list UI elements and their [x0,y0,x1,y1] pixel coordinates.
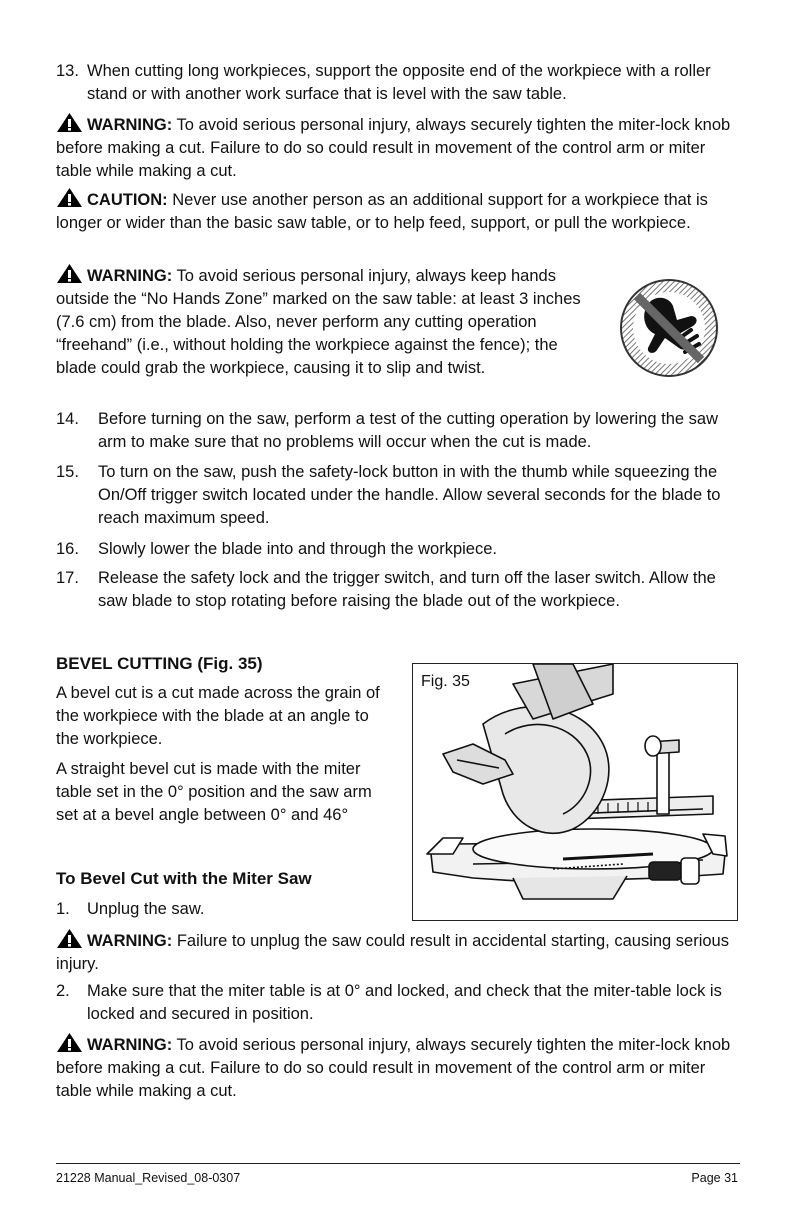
warning-label: WARNING: [87,116,173,134]
warning-text: To avoid serious personal injury, always keep hands outside the “No Hands Zone” marked on the saw table: at least 3 inches (7.6 cm) from the blade. Also, never perform any cutting operation “freehand” (i.e., without holding the workpiece against the fence); the blade could grab the workpiece, causing it to slip and twist. [56,267,581,377]
section-heading: BEVEL CUTTING (Fig. 35) [56,654,263,673]
step-text: When cutting long workpieces, support the opposite end of the workpiece with a roller stand or with another work surface that is level with the saw table. [87,62,711,103]
bevel-step-1 [56,898,396,921]
step-text: Unplug the saw. [87,900,205,918]
footer-document-id: 21228 Manual_Revised_08-0307 [56,1171,241,1185]
step-17 [56,567,740,613]
warning-text: Failure to unplug the saw could result in accidental starting, causing serious injury. [56,932,729,973]
step-number: 14. [56,410,79,428]
step-text: Before turning on the saw, perform a test of the cutting operation by lowering the saw arm to make sure that no problems will occur when the cut is made. [98,410,719,451]
step-14 [56,408,740,454]
bevel-step-2 [56,980,740,1026]
step-number: 1. [56,900,70,918]
step-text: Release the safety lock and the trigger switch, and turn off the laser switch. Allow the saw blade to stop rotating before raising the blade out of the workpiece. [98,569,716,610]
step-text: Slowly lower the blade into and through the workpiece. [98,540,497,558]
figure-label: Fig. 35 [421,670,470,693]
footer-divider [56,1163,740,1164]
caution-notice [56,187,740,235]
step-text: To turn on the saw, push the safety-lock button in with the thumb while squeezing the On/Off trigger switch located under the handle. Allow several seconds for the blade to reach maximum speed. [98,463,721,527]
step-number: 15. [56,463,79,481]
warning-label: WARNING: [87,267,173,285]
warning-triangle-icon [56,112,83,133]
warning-notice-4 [56,1032,740,1103]
step-13 [56,60,740,106]
subsection-heading: To Bevel Cut with the Miter Saw [56,869,312,888]
bevel-paragraph-1: A bevel cut is a cut made across the grain of the workpiece with the blade at an angle to the workpiece. [56,684,380,748]
miter-saw-illustration [413,664,738,921]
no-hands-icon [617,276,721,380]
warning-label: WARNING: [87,1036,173,1054]
caution-triangle-icon [56,187,83,208]
step-15 [56,461,740,530]
step-number: 13. [56,62,79,80]
warning-label: WARNING: [87,932,173,950]
step-number: 17. [56,569,79,587]
bevel-paragraph-2: A straight bevel cut is made with the miter table set in the 0° position and the saw arm set at a bevel angle between 0° and 46° [56,760,372,824]
warning-triangle-icon [56,1032,83,1053]
warning-triangle-icon [56,928,83,949]
caution-label: CAUTION: [87,191,168,209]
warning-text: To avoid serious personal injury, always securely tighten the miter-lock knob before making a cut. Failure to do so could result in movement of the control arm or miter table while making a cut. [56,1036,731,1100]
warning-triangle-icon [56,263,83,284]
page-number: Page 31 [691,1171,738,1185]
step-number: 2. [56,982,70,1000]
caution-text: Never use another person as an additional support for a workpiece that is longer or wider than the basic saw table, or to help feed, support, or pull the workpiece. [56,191,708,232]
warning-notice-3 [56,928,740,976]
step-text: Make sure that the miter table is at 0° and locked, and check that the miter-table lock is locked and secured in position. [87,982,722,1023]
warning-notice-2 [56,263,588,380]
warning-notice-1 [56,112,740,183]
step-16 [56,538,740,561]
figure-35 [412,663,738,921]
warning-text: To avoid serious personal injury, always securely tighten the miter-lock knob before making a cut. Failure to do so could result in movement of the control arm or miter table while making a cut. [56,116,731,180]
step-number: 16. [56,540,79,558]
